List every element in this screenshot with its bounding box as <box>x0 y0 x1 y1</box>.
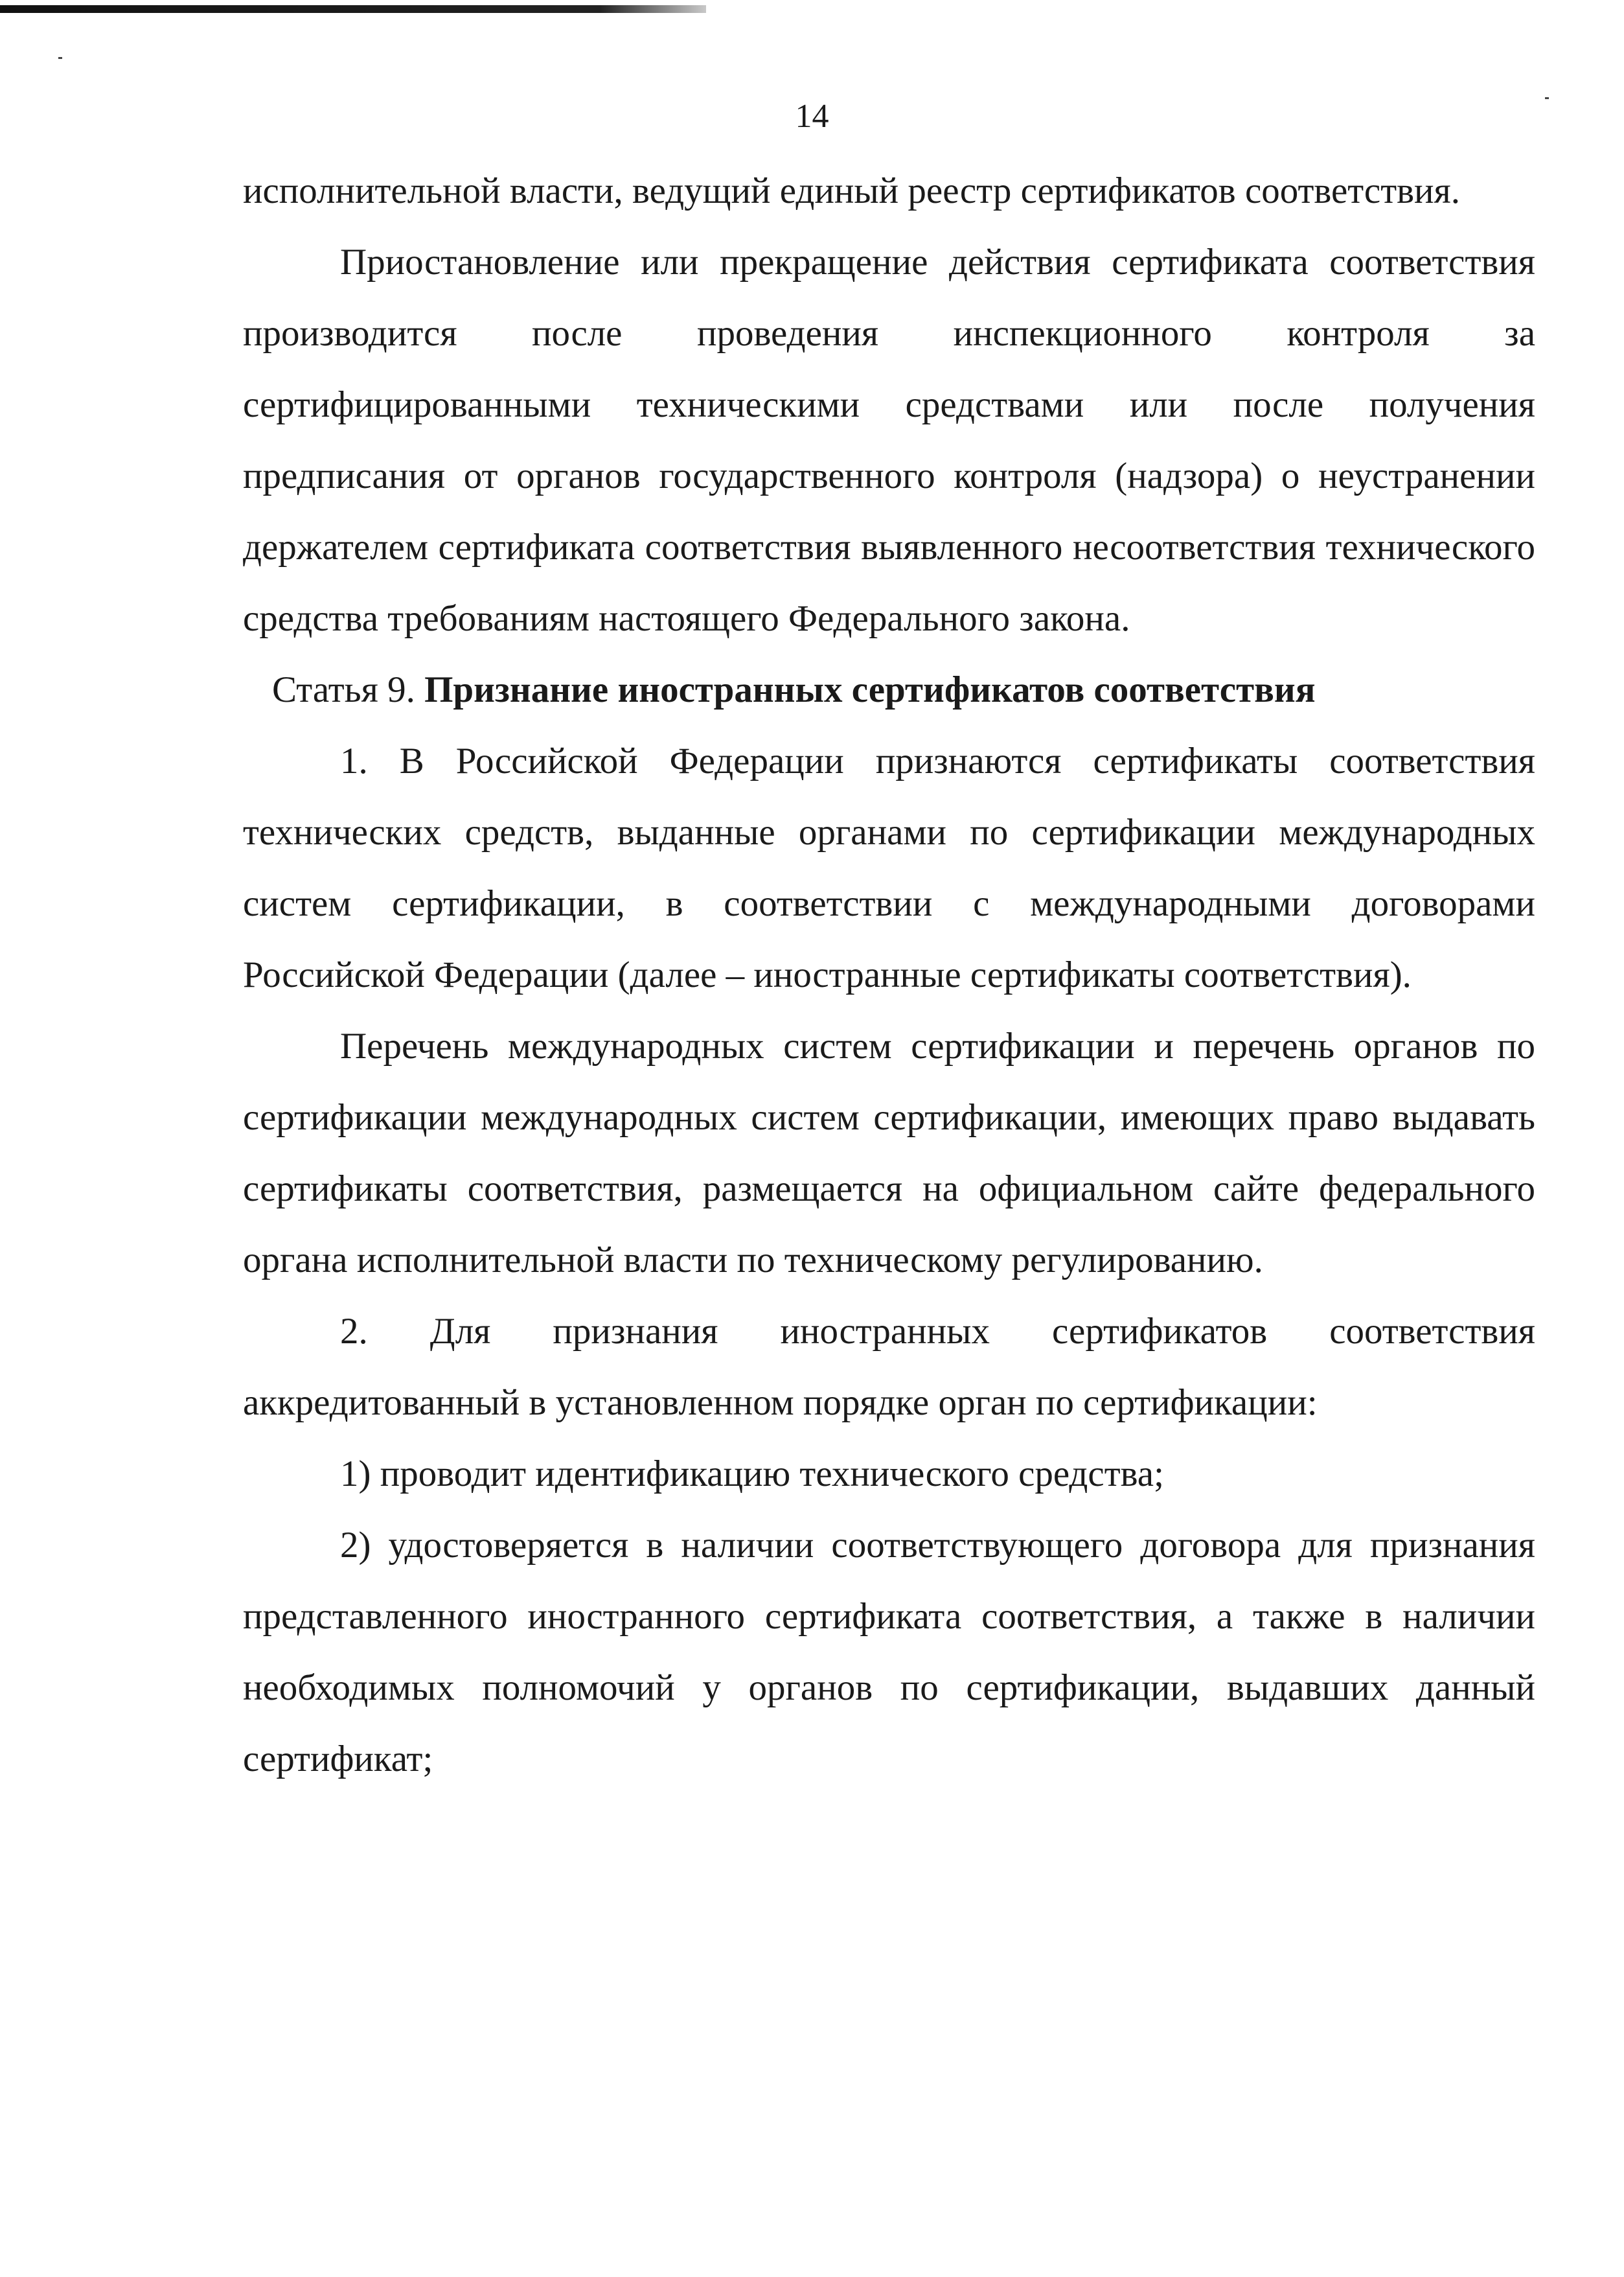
paragraph-suspension: Приостановление или прекращение действия сертификата соответствия производится после проведения инспекционного контроля за сертифицированными техническими средствами или после получения предписания от органов государственного контроля (надзора) о неустранении держателем сертификата соответствия выявленного несоответствия технического средства требованиям настоящего Федерального закона. <box>243 242 1535 639</box>
document-body <box>243 156 1535 1795</box>
scan-speck <box>58 57 62 59</box>
page-number: 14 <box>795 98 829 135</box>
article-title: Признание иностранных сертификатов соответствия <box>424 669 1316 710</box>
article-item-2: 2. Для признания иностранных сертификатов соответствия аккредитованный в установленном порядке орган по сертификации: <box>243 1311 1535 1423</box>
article-heading <box>243 654 1535 726</box>
article-label: Статья 9. <box>272 669 415 710</box>
scan-edge-artifact <box>0 5 706 13</box>
article-item-1: 1. В Российской Федерации признаются сертификаты соответствия технических средств, выданные органами по сертификации международных систем сертификации, в соответствии с международными договорами Российской Федерации (далее – иностранные сертификаты соответствия). <box>243 741 1535 995</box>
article-item-1-list: Перечень международных систем сертификации и перечень органов по сертификации международных систем сертификации, имеющих право выдавать сертификаты соответствия, размещается на официальном сайте федерального органа исполнительной власти по техническому регулированию. <box>243 1026 1535 1280</box>
article-subitem-1: 1) проводит идентификацию технического средства; <box>340 1453 1164 1494</box>
article-subitem-2: 2) удостоверяется в наличии соответствующего договора для признания представленного иностранного сертификата соответствия, а также в наличии необходимых полномочий у органов по сертификации, выдавших данный сертификат; <box>243 1525 1535 1779</box>
paragraph-continuation: исполнительной власти, ведущий единый реестр сертификатов соответствия. <box>243 170 1460 211</box>
